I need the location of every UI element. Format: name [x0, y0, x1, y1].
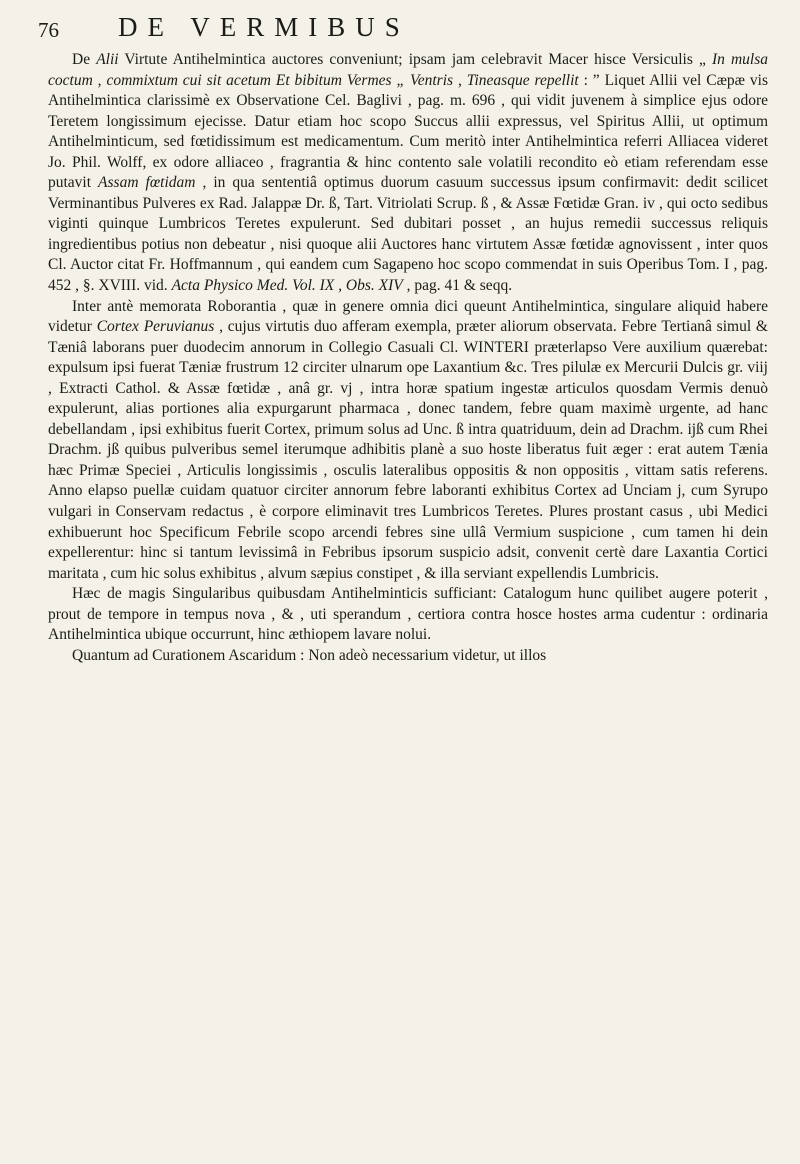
text-run: , pag. 41 & seqq.	[402, 277, 513, 295]
italic-text: Assam fœtidam	[98, 174, 196, 192]
text-run: , cujus virtutis duo afferam exempla, præter aliorum observata. Febre Tertianâ simul & Tæniâ laborans puer duodecim annorum in Collegio Casuali Cl. WINTERI præterlapso Vere auxilium quærebat: expulsum ipsi fuerat Tæniæ frustrum 12 circiter ulnarum ope Laxantium &c. Tres pilulæ ex Mercurii Dulcis gr. viij , Extracti Cathol. & Assæ fœtidæ , anâ gr. vj , intra horæ spatium ingestæ articulos quosdam Vermis denuò expulerunt, alias portiones alia expurgarunt pharmaca , donec tandem, febre quam maximè urgente, ad hanc debellandam , ipsi exhibitus fuerit Cortex, primum solus ad Unc. ß intra quatriduum, dein ad Drachm. ijß cum Rhei Drachm. jß quibus pulveribus semel iterumque adhibitis planè a suo hoste liberatus fuit æger : erat autem Tænia hæc Primæ Speciei , Articulis longissimis , osculis lateralibus oppositis & non oppositis , vittam satis referens. Anno elapso puellæ cuidam quatuor circiter annorum febre laboranti exhibitus Cortex ad Unciam j, cum Syrupo vulgari in Conservam redactus , è corpore eliminavit tres Lumbricos Teretes. Plures prostant casus , ubi Medici exhibuerunt hoc Specificum Febrile scopo arcendi febres sine ullâ Vermium suspicione , cum tamen hi dein expellerentur: hinc si tantum levissimâ in Febribus ipsorum suspicio adsit, convenit certè dare Laxantia Cortici maritata , cum hic solus exhibitus , alvum sæpius constipet , & illa serviant expellendis Lumbricis.	[48, 318, 768, 582]
paragraph	[48, 297, 768, 585]
text-run: : ” Liquet Allii vel Cæpæ vis Antihelmintica clarissimè ex Observatione Cel. Baglivi , pag. m. 696 , qui vidit juvenem à simplice ejus odore Teretem longissimum ejecisse. Datur etiam hoc scopo Succus allii expressus, vel Spiritus Allii, ut optimum Antihelminticum, sed fœtidissimum est medicamentum. Cum meritò inter Antihelmintica referri Alliacea videret Jo. Phil. Wolff, ex odore alliaceo , fragrantia & hinc contento sale volatili recondito eò etiam referendam esse putavit	[48, 71, 769, 192]
text-run: , in qua sententiâ optimus duorum casuum successus ipsum confirmavit: dedit scilicet Verminantibus Pulveres ex Rad. Jalappæ Dr. ß, Tart. Vitriolati Scrup. ß , & Assæ Fœtidæ Gran. iv , qui octo sedibus viginti quinque Lumbricos Teretes expulerunt. Sed dubitari posset , an hujus remedii successus reliquis ingredientibus potius non debeatur , nisi quoque alii Auctores hanc virtutem Assæ fœtidæ agnovissent , inter quos Cl. Auctor citat Fr. Hoffmannum , qui eandem cum Sagapeno hoc scopo commendat in suis Operibus Tom. I , pag. 452 , §. XVIII. vid.	[48, 174, 768, 295]
italic-text: Alii	[96, 51, 119, 68]
text-run: Hæc de magis Singularibus quibusdam Antihelminticis sufficiant: Catalogum hunc quilibet augere poterit , prout de tempore in tempus nova , & , uti sperandum , certiora contra hosce hostes arma cudentur : ordinaria Antihelmintica ubique occurrunt, hinc æthiopem lavare nolui.	[48, 585, 768, 644]
running-head: DE VERMIBUS	[118, 12, 410, 42]
paragraph	[48, 584, 768, 646]
italic-text: Acta Physico Med. Vol. IX , Obs. XIV	[171, 277, 403, 295]
page-number: 76	[38, 18, 59, 42]
paragraph	[48, 646, 768, 667]
text-run: Virtute Antihelmintica auctores conveniunt; ipsam jam celebravit Macer hisce Versiculis „	[118, 51, 712, 68]
italic-text: In mulsa coctum , commixtum cui sit acetum Et bibitum Vermes „ Ventris , Tineasque repellit	[48, 51, 768, 89]
text-run: De	[72, 51, 97, 68]
italic-text: Cortex Peruvianus	[96, 318, 215, 336]
page-header	[34, 8, 774, 48]
body-text	[48, 50, 768, 666]
text-run: Quantum ad Curationem Ascaridum : Non adeò necessarium videtur, ut illos	[72, 646, 547, 664]
text-run: Inter antè memorata Roborantia , quæ in genere omnia dici queunt Antihelmintica, singulare aliquid habere videtur	[48, 297, 768, 336]
paragraph	[48, 50, 768, 297]
